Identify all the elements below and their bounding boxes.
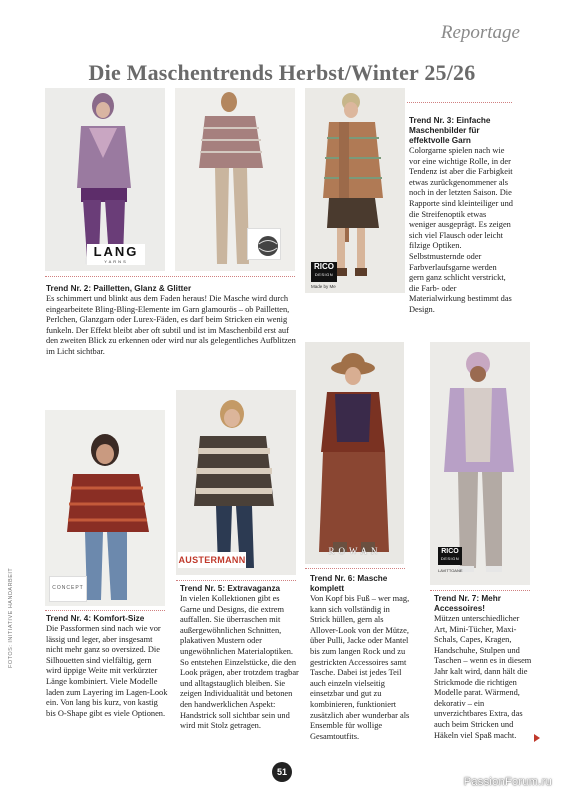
caption-trend2 [46,284,298,358]
caption-heading: Trend Nr. 2: Pailletten, Glanz & Glitter [46,284,192,293]
photo-trend2-sweater [175,88,295,271]
rico-logo: RICO DESIGN [311,262,337,282]
caption-trend7 [434,594,534,741]
caption-trend3 [409,116,513,316]
caption-body: Die Passformen sind nach wie vor lässig und leger, aber insgesamt nicht mehr ganz so oversized. Die Silhouetten sind vielfältig, gern wird üppige Weite mit verkürzter Länge kombiniert. Viele Modelle laden zum Layering im Lagen-Look ein. Von lang bis kurz, von kastig bis O-Shape gibt es viele Optionen. [46,624,168,718]
photo-trend3-rico [305,88,405,293]
caption-trend6 [310,574,410,742]
caption-heading: Trend Nr. 3: Einfache Maschenbilder für effektvolle Garn [409,116,491,145]
caption-body: Colorgarne spielen nach wie vor eine wichtige Rolle, in der Tendenz ist aber die Farbigkeit etwas zurückgenommener als noch in der letzten Saison. Die Rapporte sind kleinteiliger und die Streifenoptik etwas weniger ausgeprägt. Es zeigen sich viel Flausch oder leicht filzige Optiken. Selbstmusternde oder Farbverlaufsgarne werden gern ganz schlicht verstrickt, die Farb- oder Materialwirkung bestimmt das Design. [409,146,513,314]
model-illustration [305,342,404,564]
caption-body: Es schimmert und blinkt aus dem Faden heraus! Die Masche wird durch eingearbeitete Bling-Bling-Elemente im Garn glamourös – ob Pailletten, Perlchen, Glanzgarn oder Lurex-Fäden, es darf beim Stricken ein wenig funkeln. Der Effekt bleibt aber oft subtil und ist im Maschenbild erst auf den zweiten Blick zu erkennen oder wird nur als gelegentliches Aufblitzen im Licht sichtbar. [46,294,296,356]
concept-logo: CONCEPT [49,576,87,602]
rowan-logo: ROWAN [328,546,382,556]
photo-trend7-rico [430,342,530,585]
continue-arrow-icon [534,734,540,742]
dots-trend6 [305,568,405,570]
photo-credit: FOTOS: INITIATIVE HANDARBEIT [8,567,14,668]
dots-trend3 [407,102,512,104]
photo-trend4-concept [45,410,165,606]
section-label: Reportage [440,22,520,43]
dots-trend2 [45,276,295,278]
yarn-ball-icon [248,229,280,259]
watermark: PassionForum.ru [463,776,552,788]
rico-tagline: LAVITTOANE [438,568,463,573]
caption-heading: Trend Nr. 6: Masche komplett [310,574,388,593]
caption-trend5 [180,584,300,732]
caption-heading: Trend Nr. 7: Mehr Accessoires! [434,594,501,613]
caption-body: In vielen Kollektionen gibt es Garne und Designs, die extrem auffallen. Sie überraschen mit außergewöhnlichen Schnitten, plakativen Mustern oder ungewöhnlichen Materialoptiken. So entstehen Einzelstücke, die den Look prägen, aber trotzdem tragbar und alltagstauglich bleiben. Sie zeigen Individualität und betonen den handwerklichen Aspekt: Handstrick soll sichtbar sein und wird mit Stolz getragen. [180,594,299,731]
rico-logo: RICO DESIGN [438,547,462,565]
photo-trend5-austermann [176,390,296,575]
dots-trend4 [45,610,165,612]
austermann-logo: AUSTERMANN [178,552,246,568]
rico-tagline: Made by Me [311,284,336,289]
caption-heading: Trend Nr. 5: Extravaganza [180,584,281,593]
page-title: Die Maschentrends Herbst/Winter 25/26 [88,60,476,85]
dots-trend7 [430,590,530,592]
lang-logo: LANG YARNS [87,244,145,265]
caption-body: Von Kopf bis Fuß – wer mag, kann sich vollständig in Strick hüllen, gern als Allover-Look von der Mütze, über Pulli, Jacke oder Mantel bis zum langen Rock und zu gestrickten Accessoires samt Tasche. Dabei ist jedes Teil auch einzeln vielseitig einsetzbar und gut zu kombinieren, funktioniert zusätzlich aber wunderbar als Ensemble für wollige Gesamtoutfits. [310,594,410,741]
model-illustration [176,390,296,575]
page-number: 51 [272,762,292,782]
caption-body: Mützen unterschiedlicher Art, Mini-Tücher, Maxi-Schals, Capes, Kragen, Handschuhe, Stulpen und Taschen – wenn es in diesem Jahr kalt wird, dann hält die Strickmode die richtigen Modelle parat. Wärmend, dekorativ – ein unverzichtbares Extra, das auch beim Stricken und Häkeln viel Spaß macht. [434,614,532,740]
dots-trend5 [176,580,296,582]
photo-trend2-lang [45,88,165,271]
ball-logo [247,228,281,260]
caption-heading: Trend Nr. 4: Komfort-Size [46,614,145,623]
photo-trend6-rowan [305,342,404,564]
caption-trend4 [46,614,168,719]
